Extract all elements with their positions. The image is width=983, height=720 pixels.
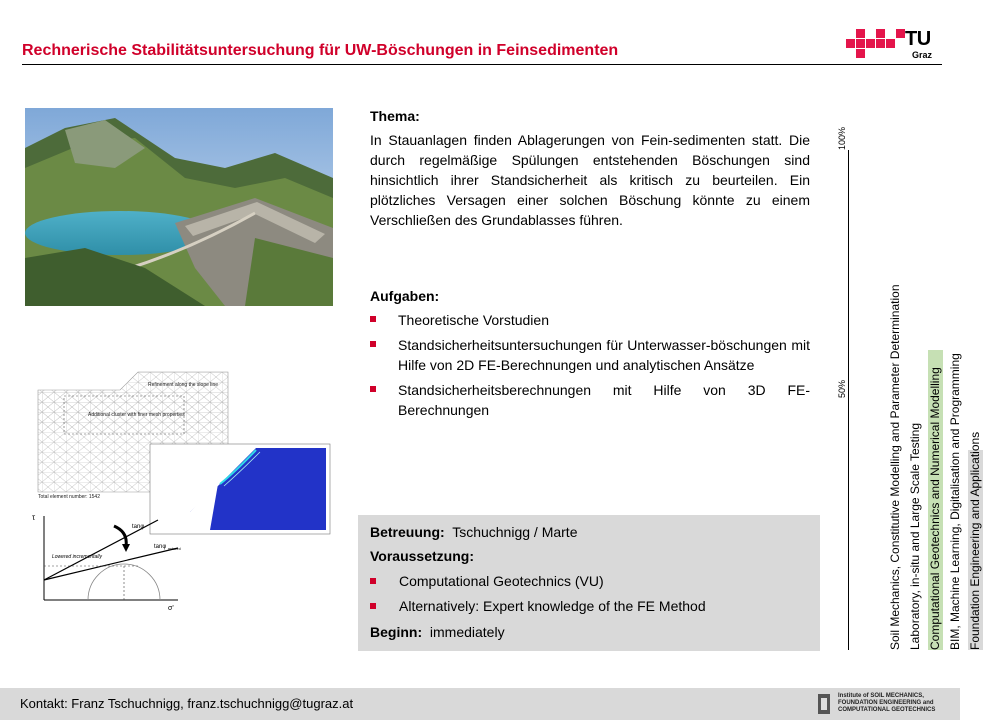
betreuung-row [370, 524, 578, 540]
bullet-icon [370, 386, 376, 392]
sigma-axis-label: σ' [168, 605, 174, 612]
tick-50: 50% [837, 379, 847, 398]
bullet-icon [370, 603, 376, 609]
list-item [370, 310, 810, 330]
mohr-coulomb-diagram [28, 510, 188, 622]
beginn-row [370, 624, 505, 640]
voraussetzung-label: Voraussetzung: [370, 548, 474, 564]
bullet-icon [370, 341, 376, 347]
institute-line: Institute of SOIL MECHANICS, [838, 693, 924, 699]
list-item [370, 335, 810, 375]
tanphi-label: tanφ [132, 524, 145, 530]
topic-label: BIM, Machine Learning, Digitalisation and Programming [948, 353, 962, 650]
thema-heading: Thema: [370, 108, 420, 124]
lowered-label: Lowered incrementally [52, 554, 103, 560]
logo-graz-text: Graz [912, 50, 933, 60]
aufgaben-heading: Aufgaben: [370, 288, 440, 304]
aufgaben-list [370, 310, 810, 425]
institute-line: COMPUTATIONAL GEOTECHNICS [838, 707, 936, 713]
cluster-label: Additional cluster with finer mesh properties [88, 412, 185, 418]
betreuung-value: Tschuchnigg / Marte [452, 524, 578, 540]
topic-label: Computational Geotechnics and Numerical Modelling [928, 367, 942, 650]
tau-axis-label: τ [32, 513, 36, 522]
bullet-icon [370, 316, 376, 322]
topic-label: Soil Mechanics, Constitutive Modelling and Parameter Determination [888, 284, 902, 650]
tick-100: 100% [837, 126, 847, 150]
topic-label: Foundation Engineering and Applications [968, 431, 982, 650]
element-count-label: Total element number: 1542 [38, 494, 100, 500]
institute-line: FOUNDATION ENGINEERING and [838, 700, 934, 706]
contact-text: Kontakt: Franz Tschuchnigg, franz.tschuchnigg@tugraz.at [20, 696, 354, 711]
beginn-value: immediately [429, 624, 505, 640]
task-text: Theoretische Vorstudien [398, 312, 549, 328]
beginn-label: Beginn: [370, 624, 423, 640]
tanphi-reduced-label: tanφ [154, 544, 167, 550]
reduced-subscript: reduced [168, 547, 181, 551]
title-divider [22, 64, 942, 65]
voraussetzung-item: Alternatively: Expert knowledge of the FE Method [399, 598, 706, 614]
betreuung-label: Betreuung: [370, 524, 445, 540]
task-text: Standsicherheitsuntersuchungen für Unterwasser-böschungen mit Hilfe von 2D FE-Berechnungen und analytischen Ansätze [398, 337, 810, 373]
task-text: Standsicherheitsberechnungen mit Hilfe von 3D FE-Berechnungen [398, 382, 810, 418]
logo-tu-text: TU [905, 28, 931, 50]
institute-name [838, 693, 935, 714]
bullet-icon [370, 578, 376, 584]
thema-text: In Stauanlagen finden Ablagerungen von Fein-sedimenten statt. Die durch regelmäßige Spülungen entstehenden Böschungen sind hinsichtlich ihrer Standsicherheit als kritisch zu beurteilen. Ein plötzliches Versagen einer solchen Böschung könnte zu einem Verschließen des Grundablasses führen. [370, 132, 810, 228]
topic-label: Laboratory, in-situ and Large Scale Testing [908, 422, 922, 650]
refinement-label: Refinement along the slope line [148, 382, 219, 388]
voraussetzung-item: Computational Geotechnics (VU) [399, 573, 604, 589]
list-item [370, 380, 810, 420]
page-title: Rechnerische Stabilitätsuntersuchung für UW-Böschungen in Feinsedimenten [22, 42, 619, 59]
thema-section [370, 106, 810, 230]
dam-photo [25, 108, 333, 306]
topics-axis [848, 150, 849, 650]
